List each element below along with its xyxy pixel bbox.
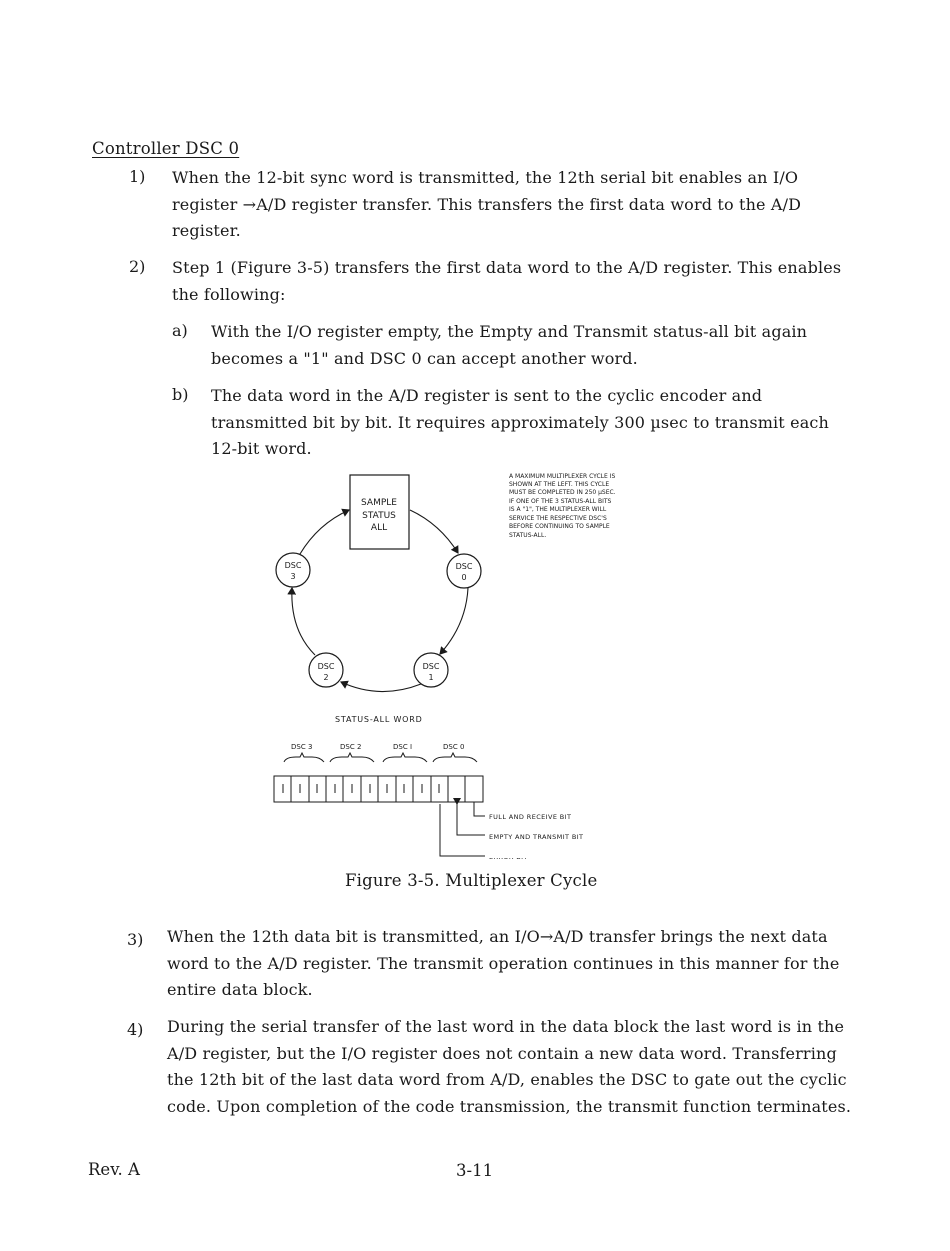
group-labels [291,743,464,751]
node-dsc2 [309,653,343,687]
item-number: 3) [127,930,144,949]
arrow-dsc2-to-dsc3 [292,588,315,655]
item-number: 2) [129,257,146,276]
box-line: STATUS [362,511,396,521]
svg-text:IF ONE OF THE 3 STATUS-ALL BIT: IF ONE OF THE 3 STATUS-ALL BITS [509,498,612,505]
svg-text:DSC: DSC [284,561,302,570]
subitem-letter: b) [172,385,189,404]
page-number: 3-11 [456,1161,494,1180]
box-line: SAMPLE [361,498,397,508]
word-title: STATUS-ALL WORD [335,715,423,724]
svg-text:DSC I: DSC I [393,743,413,751]
node-dsc0 [447,554,481,588]
figure-caption: Figure 3-5. Multiplexer Cycle [345,871,598,890]
svg-text:MUST BE COMPLETED IN 250 µSEC.: MUST BE COMPLETED IN 250 µSEC. [509,489,616,496]
arrow-box-to-dsc0 [410,510,458,553]
svg-text:3: 3 [290,572,296,581]
cycle-note [509,473,616,539]
svg-text:IS A "1", THE MULTIPLEXER WILL: IS A "1", THE MULTIPLEXER WILL [509,506,607,513]
item-text: When the 12th data bit is transmitted, an I/O→A/D transfer brings the next data word to the A/D register. The transmit operation continues in this manner for the entire data block. [167,927,840,999]
item-text: During the serial transfer of the last word in the data block the last word is in the A/D register, but the I/O register does not contain a new data word. Transferring the 12th bit of the last data word from A/D, enables the DSC to gate out the cyclic code. Upon completion of the code transmission, the transmit function terminates. [167,1017,852,1116]
revision-label: Rev. A [88,1160,140,1179]
subitem-text: The data word in the A/D register is sent to the cyclic encoder and transmitted bit by bit. It requires approximately 300 µsec to transmit each 12-bit word. [211,386,829,458]
arrow-dsc1-to-dsc2 [341,682,421,692]
arrow-dsc0-to-dsc1 [440,588,468,654]
item-number: 1) [129,167,146,186]
arrow-dsc3-to-box [300,510,349,554]
svg-text:FULL AND RECEIVE BIT: FULL AND RECEIVE BIT [489,813,572,821]
subitem-text: With the I/O register empty, the Empty and Transmit status-all bit again becomes a "1" and DSC 0 can accept another word. [211,322,808,368]
item-number: 4) [127,1020,144,1039]
svg-text:1: 1 [428,673,434,682]
svg-text:2: 2 [323,673,329,682]
node-dsc3 [276,553,310,587]
register-cells [274,776,483,802]
group-braces [284,753,477,762]
svg-text:STATUS-ALL.: STATUS-ALL. [509,532,547,539]
svg-text:DSC: DSC [317,662,335,671]
node-dsc1 [414,653,448,687]
svg-text:DSC 0: DSC 0 [443,743,465,751]
svg-text:DSC 2: DSC 2 [340,743,362,751]
bit-leaders [440,802,485,856]
svg-text:EMPTY AND TRANSMIT BIT: EMPTY AND TRANSMIT BIT [489,833,584,841]
item-text: Step 1 (Figure 3-5) transfers the first data word to the A/D register. This enables the following: [172,258,842,304]
svg-text:A MAXIMUM MULTIPLEXER CYCLE IS: A MAXIMUM MULTIPLEXER CYCLE IS [509,473,616,480]
svg-text:SHOWN AT THE LEFT. THIS CYCLE: SHOWN AT THE LEFT. THIS CYCLE [509,481,610,488]
item-text: When the 12-bit sync word is transmitted, the 12th serial bit enables an I/O register →A/D register transfer. This transfers the first data word to the A/D register. [172,168,802,240]
svg-text:DSC: DSC [455,562,473,571]
subitem-letter: a) [172,321,188,340]
svg-text:SERVICE THE RESPECTIVE DSC'S: SERVICE THE RESPECTIVE DSC'S [509,515,607,522]
svg-text:DSC: DSC [422,662,440,671]
svg-text:0: 0 [461,573,467,582]
box-line: ALL [370,523,388,533]
svg-text:DSC 3: DSC 3 [291,743,313,751]
multiplexer-cycle-figure [0,460,950,880]
section-heading: Controller DSC 0 [92,139,240,158]
svg-text:BEFORE CONTINUING TO SAMPLE: BEFORE CONTINUING TO SAMPLE [509,523,610,530]
